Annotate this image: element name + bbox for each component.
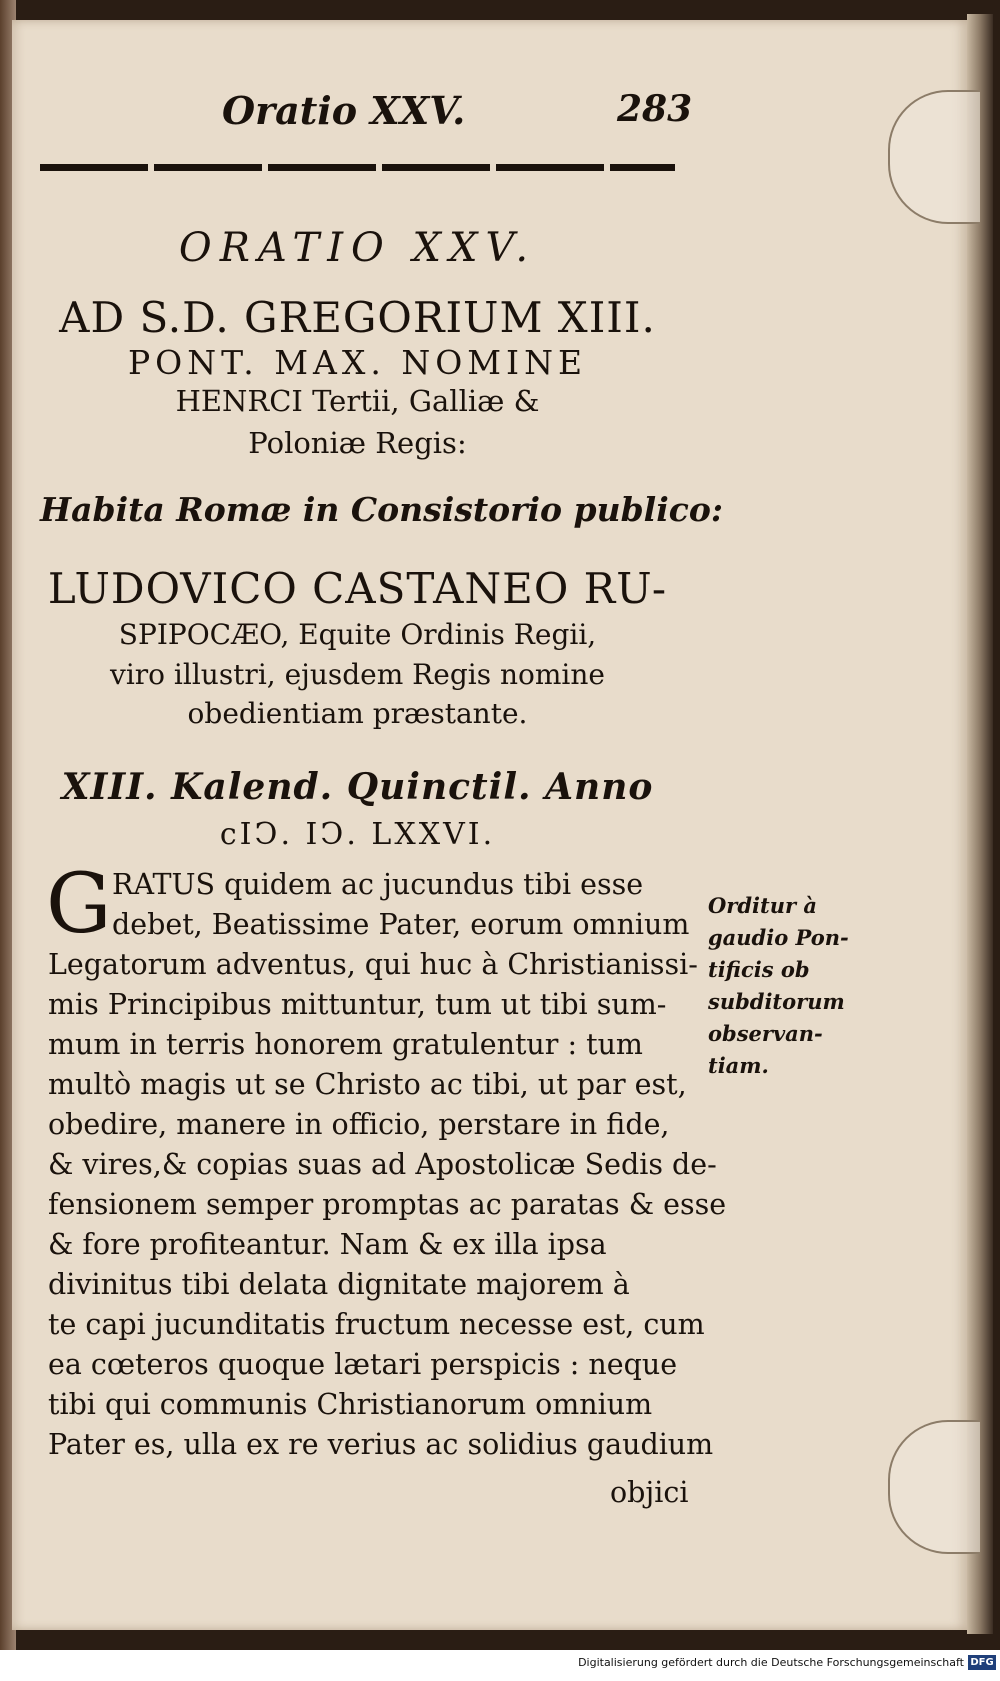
body-line: mis Principibus mittuntur, tum ut tibi sum- — [48, 988, 667, 1021]
heading-line-6: Habita Romæ in Consistorio publico: — [40, 490, 724, 529]
body-line: fensionem semper promptas ac paratas & esse — [48, 1188, 727, 1221]
running-header: Oratio XXV. — [222, 88, 466, 133]
heading-line-1: ORATIO XXV. — [178, 225, 537, 271]
body-line: tibi qui communis Christianorum omnium — [48, 1388, 653, 1421]
body-line: Pater es, ulla ex re verius ac solidius gaudium — [48, 1428, 714, 1461]
header-rule — [40, 164, 675, 171]
heading-line-10: obedientiam præstante. — [187, 697, 528, 730]
margin-note-line: observan- — [708, 1021, 823, 1046]
body-line: RATUS quidem ac jucundus tibi esse — [112, 868, 644, 901]
heading-line-12: cIↃ. IↃ. LXXVI. — [219, 817, 496, 852]
margin-note-line: Orditur à — [708, 893, 817, 918]
body-line: obedire, manere in officio, perstare in fide, — [48, 1108, 670, 1141]
body-line: ea cœteros quoque lætari perspicis : neque — [48, 1348, 678, 1381]
heading-line-7: LUDOVICO CASTANEO RU- — [47, 564, 668, 613]
heading-line-4: HENRCI Tertii, Galliæ & — [175, 384, 540, 418]
page-number: 283 — [617, 88, 693, 130]
body-line: & fore profiteantur. Nam & ex illa ipsa — [48, 1228, 607, 1261]
heading-line-8: SPIPOCÆO, Equite Ordinis Regii, — [118, 618, 597, 651]
body-line: mum in terris honorem gratulentur : tum — [48, 1028, 643, 1061]
heading-line-11: XIII. Kalend. Quinctil. Anno — [61, 766, 654, 808]
page-edge — [967, 14, 993, 1634]
body-line: divinitus tibi delata dignitate majorem à — [48, 1268, 630, 1301]
body-line: multò magis ut se Christo ac tibi, ut par est, — [48, 1068, 687, 1101]
margin-note-line: tificis ob — [708, 957, 810, 982]
heading-line-5: Poloniæ Regis: — [248, 426, 467, 460]
drop-cap: G — [46, 857, 112, 952]
body-line: & vires,& copias suas ad Apostolicæ Sedis de- — [48, 1148, 717, 1181]
dfg-logo: DFG — [968, 1655, 996, 1670]
catchword: objici — [610, 1476, 689, 1509]
footer-credit: Digitalisierung gefördert durch die Deutsche Forschungsgemeinschaft — [578, 1656, 964, 1669]
body-line: Legatorum adventus, qui huc à Christianissi- — [48, 948, 698, 981]
margin-note-line: subditorum — [708, 989, 845, 1014]
body-line: te capi jucunditatis fructum necesse est, cum — [48, 1308, 705, 1341]
heading-line-9: viro illustri, ejusdem Regis nomine — [110, 658, 605, 691]
margin-note-line: tiam. — [708, 1053, 769, 1078]
margin-note-line: gaudio Pon- — [708, 925, 849, 950]
body-line: debet, Beatissime Pater, eorum omnium — [112, 908, 690, 941]
heading-line-2: AD S.D. GREGORIUM XIII. — [59, 293, 656, 342]
heading-line-3: PONT. MAX. NOMINE — [127, 343, 588, 382]
